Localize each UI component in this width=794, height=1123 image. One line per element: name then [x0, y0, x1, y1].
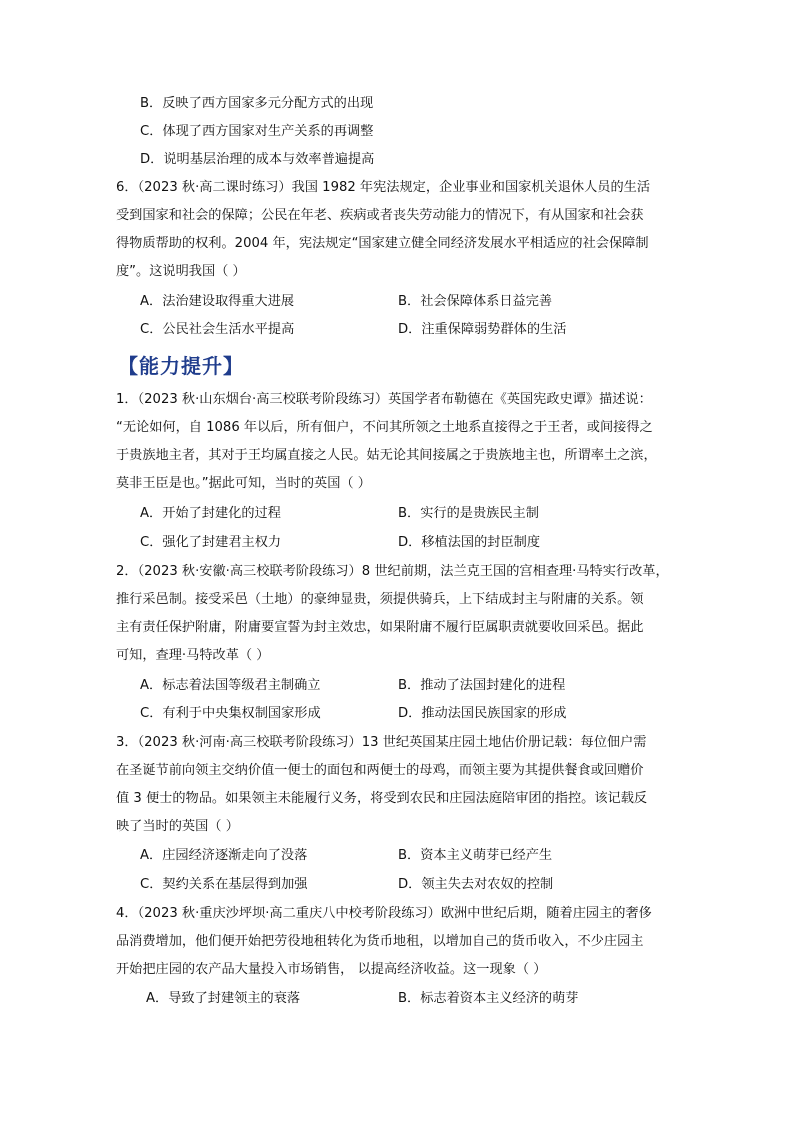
- question-1-option-b: B．实行的是贵族民主制: [398, 506, 539, 521]
- question-6-option-d: D．注重保障弱势群体的生活: [398, 322, 567, 337]
- question-2-line: 可知，查理·马特改革（ ）: [116, 648, 270, 663]
- question-2-option-b: B．推动了法国封建化的进程: [398, 678, 566, 693]
- question-6-line: 得物质帮助的权利。2004 年，宪法规定“国家建立健全同经济发展水平相适应的社会保障制: [116, 236, 649, 251]
- question-2-line: 2．（2023 秋·安徽·高三校联考阶段练习）8 世纪前期，法兰克王国的宫相查理·马特实行改革，: [116, 564, 669, 579]
- question-1-option-d: D．移植法国的封臣制度: [398, 535, 541, 550]
- question-3-line: 值 3 便士的物品。如果领主未能履行义务，将受到农民和庄园法庭陪审团的指控。该记载反: [116, 791, 648, 806]
- question-2-line: 主有责任保护附庸，附庸要宣誓为封主效忠，如果附庸不履行臣属职责就要收回采邑。据此: [116, 620, 644, 635]
- question-6-line: 受到国家和社会的保障；公民在年老、疾病或者丧失劳动能力的情况下，有从国家和社会获: [116, 208, 644, 223]
- option-b: B．反映了西方国家多元分配方式的出现: [140, 96, 374, 111]
- question-4-option-b: B．标志着资本主义经济的萌芽: [398, 991, 579, 1006]
- question-3-line: 映了当时的英国（ ）: [116, 819, 239, 834]
- question-1-option-c: C．强化了封建君主权力: [140, 535, 282, 550]
- question-3-option-b: B．资本主义萌芽已经产生: [398, 848, 553, 863]
- section-heading: 【能力提升】: [118, 354, 244, 378]
- question-4-option-a: A．导致了封建领主的衰落: [146, 991, 301, 1006]
- question-2-option-c: C．有利于中央集权制国家形成: [140, 706, 321, 721]
- question-1-option-a: A．开始了封建化的过程: [140, 506, 281, 521]
- option-d: D．说明基层治理的成本与效率普遍提高: [140, 152, 375, 167]
- question-4-line: 4．（2023 秋·重庆沙坪坝·高二重庆八中校考阶段练习）欧洲中世纪后期，随着庄园主的奢侈: [116, 906, 652, 921]
- question-1-line: 1．（2023 秋·山东烟台·高三校联考阶段练习）英国学者布勒德在《英国宪政史谭》描述说：: [116, 392, 652, 407]
- question-4-line: 品消费增加，他们便开始把劳役地租转化为货币地租，以增加自己的货币收入，不少庄园主: [116, 934, 644, 949]
- question-4-line: 开始把庄园的农产品大量投入市场销售， 以提高经济收益。这一现象（ ）: [116, 962, 547, 977]
- question-3-option-d: D．领主失去对农奴的控制: [398, 877, 554, 892]
- question-6-line: 6．（2023 秋·高二课时练习）我国 1982 年宪法规定，企业事业和国家机关退休人员的生活: [116, 180, 651, 195]
- question-3-option-c: C．契约关系在基层得到加强: [140, 877, 308, 892]
- question-1-line: 于贵族地主者，其对于王均属直接之人民。姑无论其间接属之于贵族地主也，所谓率土之滨，: [116, 448, 657, 463]
- question-6-option-c: C．公民社会生活水平提高: [140, 322, 295, 337]
- question-6-option-b: B．社会保障体系日益完善: [398, 294, 553, 309]
- question-2-line: 推行采邑制。接受采邑（土地）的豪绅显贵，须提供骑兵，上下结成封主与附庸的关系。领: [116, 592, 644, 607]
- question-3-line: 在圣诞节前向领主交纳价值一便士的面包和两便士的母鸡，而领主要为其提供餐食或回赠价: [116, 763, 644, 778]
- question-3-line: 3．（2023 秋·河南·高三校联考阶段练习）13 世纪英国某庄园土地估价册记载：每位佃户需: [116, 735, 647, 750]
- question-2-option-a: A．标志着法国等级君主制确立: [140, 678, 321, 693]
- question-1-line: “无论如何，自 1086 年以后，所有佃户，不问其所领之土地系直接得之于王者，或间接得之: [116, 420, 653, 435]
- question-1-line: 莫非王臣是也。”据此可知，当时的英国（ ）: [116, 476, 371, 491]
- question-6-option-a: A．法治建设取得重大进展: [140, 294, 295, 309]
- question-2-option-d: D．推动法国民族国家的形成: [398, 706, 567, 721]
- option-c: C．体现了西方国家对生产关系的再调整: [140, 124, 374, 139]
- question-3-option-a: A．庄园经济逐渐走向了没落: [140, 848, 308, 863]
- question-6-line: 度”。这说明我国（ ）: [116, 264, 246, 279]
